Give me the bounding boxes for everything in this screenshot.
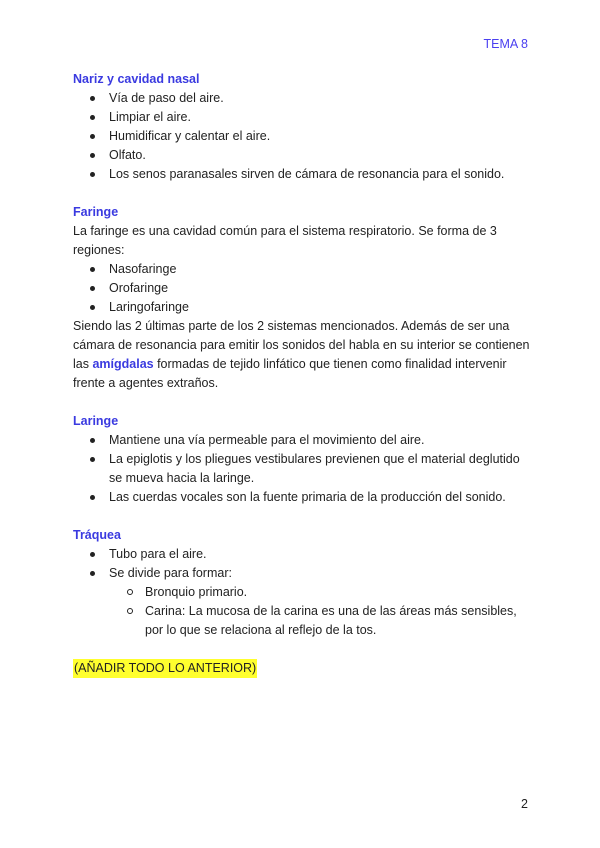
list-item: Los senos paranasales sirven de cámara de resonancia para el sonido. [73, 165, 533, 184]
list-item: Olfato. [73, 146, 533, 165]
sub-list-item: Carina: La mucosa de la carina es una de las áreas más sensibles, por lo que se relaciona al reflejo de la tos. [109, 602, 533, 640]
page-number: 2 [521, 797, 528, 811]
section-note [73, 659, 533, 678]
list-item: Las cuerdas vocales son la fuente primaria de la producción del sonido. [73, 488, 533, 507]
paragraph-text: Siendo las 2 últimas parte de los 2 sistemas mencionados. Además de ser una cámara de resonancia para emitir los sonidos del habla en su interior se contienen las [73, 319, 530, 371]
list-item: Vía de paso del aire. [73, 89, 533, 108]
section-title: Laringe [73, 414, 119, 428]
section-traquea [73, 526, 533, 640]
key-term: amígdalas [92, 357, 154, 371]
list-item: La epiglotis y los pliegues vestibulares previenen que el material deglutido se mueva hacia la laringe. [73, 450, 533, 488]
bullet-list [73, 260, 533, 317]
paragraph [73, 317, 533, 393]
paragraph: La faringe es una cavidad común para el sistema respiratorio. Se forma de 3 regiones: [73, 224, 497, 257]
topic-tag: TEMA 8 [483, 37, 528, 51]
section-title: Faringe [73, 205, 119, 219]
list-item: Orofaringe [73, 279, 533, 298]
sub-list-item: Bronquio primario. [109, 583, 533, 602]
list-item: Mantiene una vía permeable para el movimiento del aire. [73, 431, 533, 450]
sub-bullet-list [109, 583, 533, 640]
section-title: Tráquea [73, 528, 121, 542]
section-title: Nariz y cavidad nasal [73, 72, 200, 86]
bullet-list [73, 431, 533, 507]
bullet-list [73, 89, 533, 184]
list-item: Nasofaringe [73, 260, 533, 279]
list-item: Limpiar el aire. [73, 108, 533, 127]
highlighted-note: (AÑADIR TODO LO ANTERIOR) [73, 659, 257, 678]
list-item: Tubo para el aire. [73, 545, 533, 564]
list-item [73, 564, 533, 640]
section-nariz [73, 70, 533, 184]
page-content [73, 70, 533, 697]
list-item-text: Se divide para formar: [109, 566, 232, 580]
bullet-list [73, 545, 533, 640]
list-item: Humidificar y calentar el aire. [73, 127, 533, 146]
paragraph-text: formadas de tejido linfático que tienen como finalidad intervenir frente a agentes extraños. [73, 357, 507, 390]
section-laringe [73, 412, 533, 507]
section-faringe [73, 203, 533, 393]
list-item: Laringofaringe [73, 298, 533, 317]
